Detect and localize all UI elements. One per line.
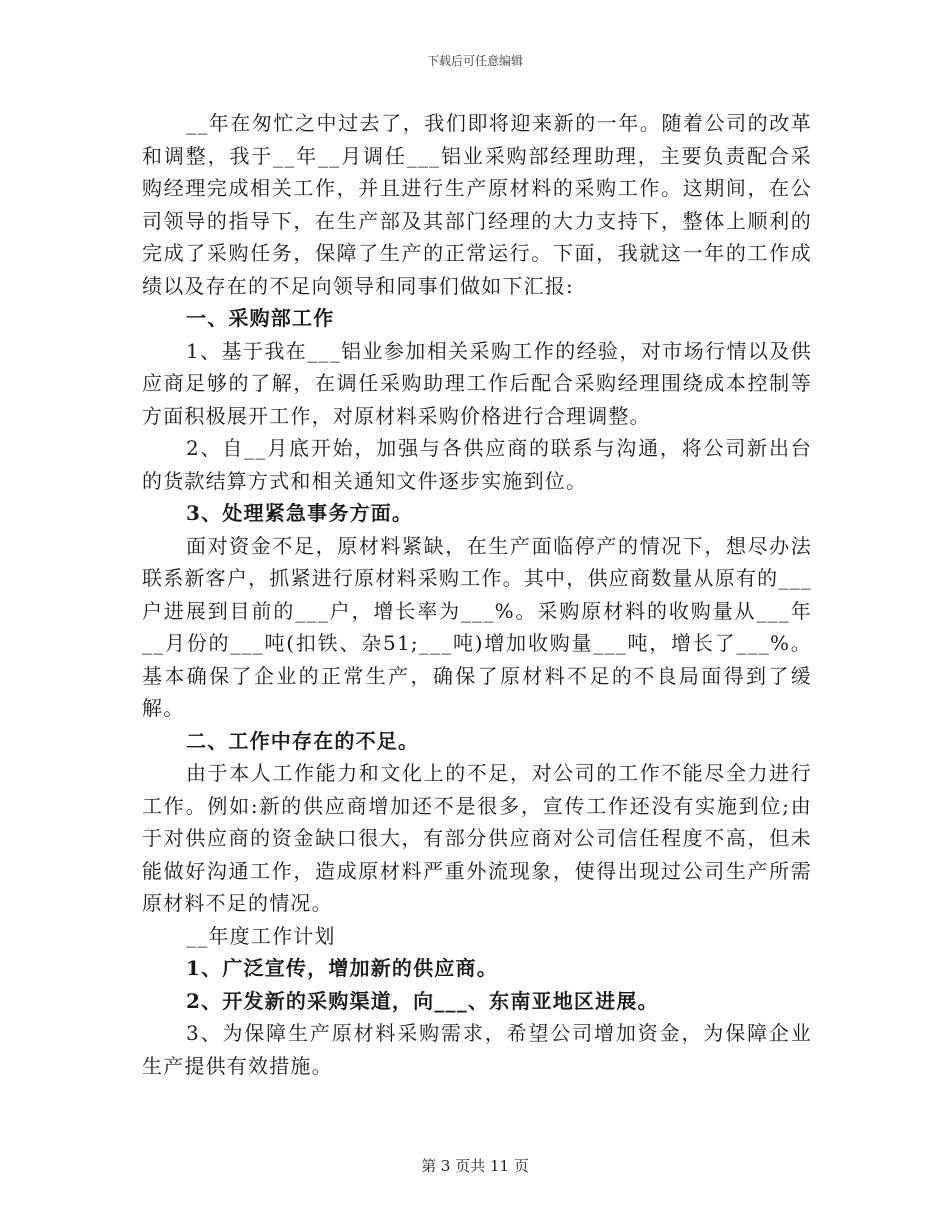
annual-plan-heading: __年度工作计划 xyxy=(186,923,336,948)
emergency-handling-paragraph: 面对资金不足，原材料紧缺，在生产面临停产的情况下，想尽办法联系新客户，抓紧进行原材料采购工作。其中，供应商数量从原有的___户进展到目前的___户，增长率为___%。采购原材料的收购量从___年__月份的___吨(扣铁、杂51;___吨)增加收购量___吨，增长了___%。基本确保了企业的正常生产，确保了原材料不足的不良局面得到了缓解。 xyxy=(142,533,812,720)
plan-item-1: 1、广泛宣传，增加新的供应商。 xyxy=(186,956,498,980)
plan-item-2: 2、开发新的采购渠道，向___、东南亚地区进展。 xyxy=(186,988,659,1013)
plan-item-3: 3、为保障生产原材料采购需求，希望公司增加资金，为保障企业生产提供有效措施。 xyxy=(142,1021,812,1078)
purchasing-item-3-heading: 3、处理紧急事务方面。 xyxy=(186,501,414,525)
section-heading-shortcomings: 二、工作中存在的不足。 xyxy=(186,728,420,753)
section-heading-purchasing-work: 一、采购部工作 xyxy=(186,306,335,330)
page-footer: 第 3 页共 11 页 xyxy=(421,1157,529,1175)
purchasing-item-1: 1、基于我在___铝业参加相关采购工作的经验，对市场行情以及供应商足够的了解，在调任采购助理工作后配合采购经理围绕成本控制等方面积极展开工作，对原材料采购价格进行合理调整。 xyxy=(142,338,812,428)
purchasing-item-2: 2、自__月底开始，加强与各供应商的联系与沟通，将公司新出台的货款结算方式和相关通知文件逐步实施到位。 xyxy=(142,436,812,493)
intro-paragraph: __年在匆忙之中过去了，我们即将迎来新的一年。随着公司的改革和调整，我于__年__月调任___铝业采购部经理助理，主要负责配合采购经理完成相关工作，并且进行生产原材料的采购工作。这期间，在公司领导的指导下，在生产部及其部门经理的大力支持下，整体上顺利的完成了采购任务，保障了生产的正常运行。下面，我就这一年的工作成绩以及存在的不足向领导和同事们做如下汇报: xyxy=(142,111,812,298)
shortcomings-paragraph: 由于本人工作能力和文化上的不足，对公司的工作不能尽全力进行工作。例如:新的供应商增加还不是很多，宣传工作还没有实施到位;由于对供应商的资金缺口很大，有部分供应商对公司信任程度不高，但未能做好沟通工作，造成原材料严重外流现象，使得出现过公司生产所需原材料不足的情况。 xyxy=(142,761,812,915)
page-header: 下载后可任意编辑 xyxy=(426,54,523,68)
document-body xyxy=(142,107,812,1082)
